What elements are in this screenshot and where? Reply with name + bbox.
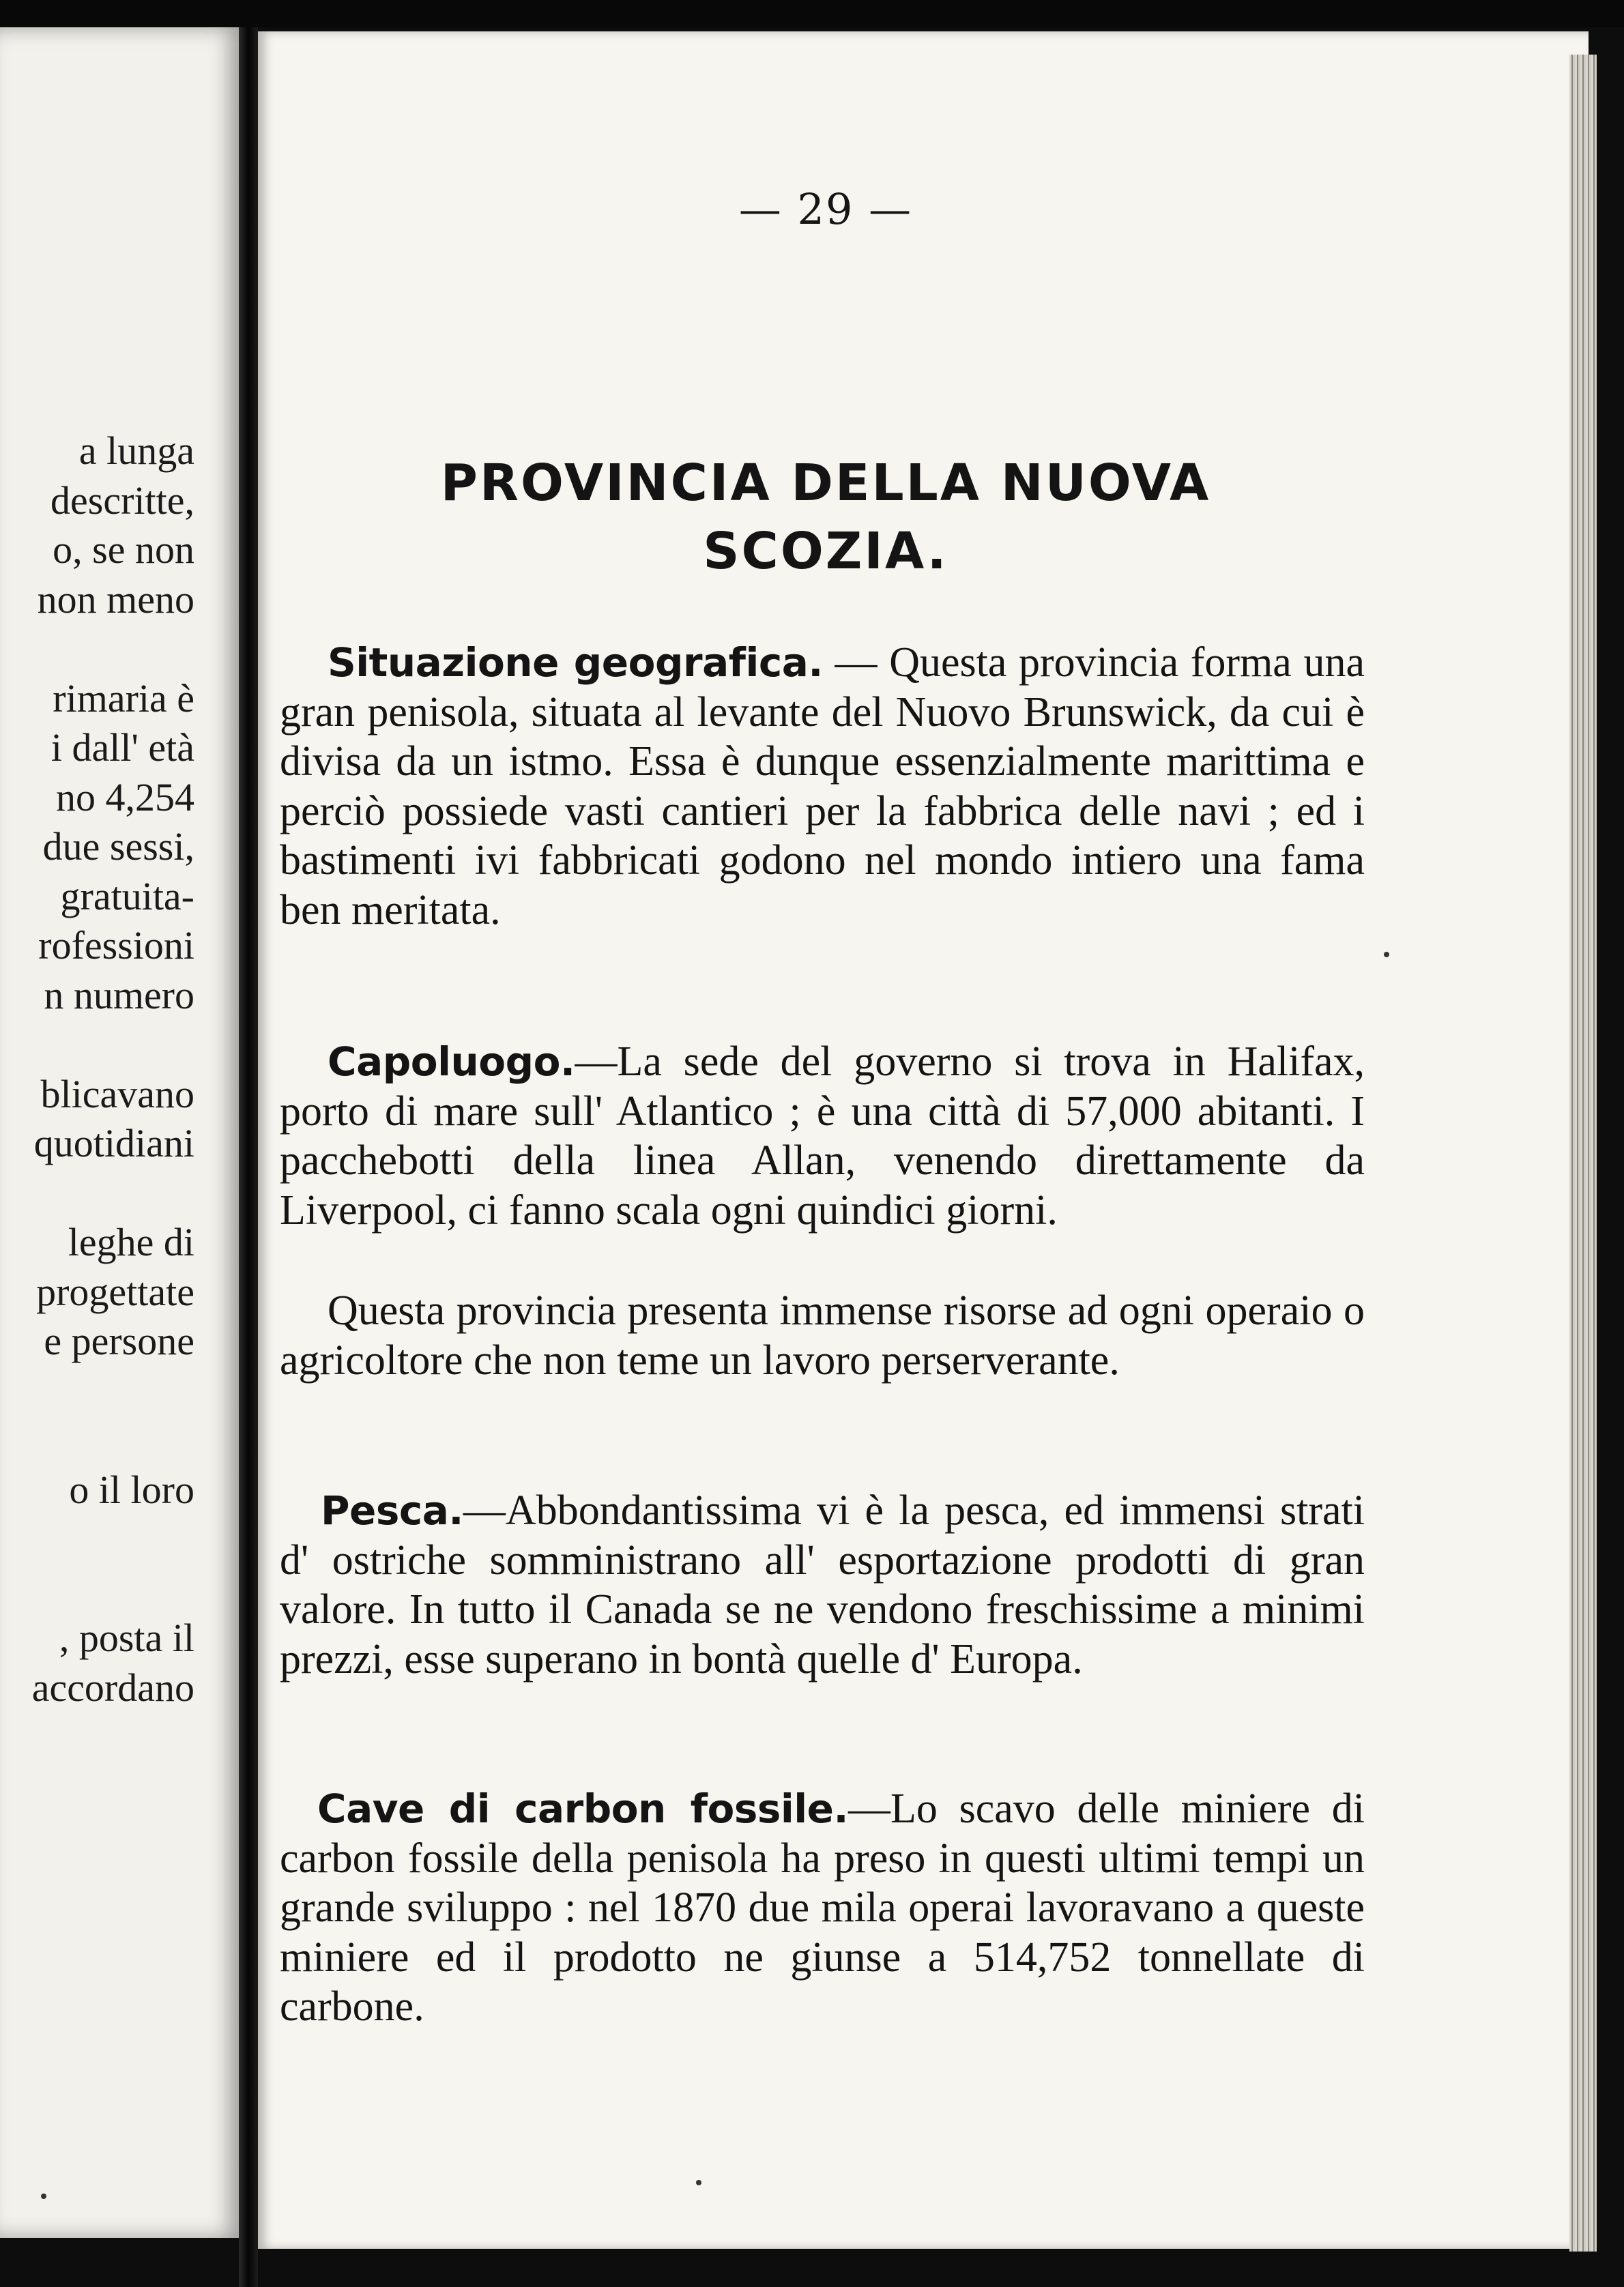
previous-page-line: i dall' età	[50, 725, 194, 770]
paragraph-text: —La sede del governo si trova in Halifax, porto di mare sull' Atlantico ; è una città di 57,000 abitanti. I pacchebotti della linea Allan, venendo direttamente da Liverpool, ci fanno scala ogni quindici giorni.	[280, 1038, 1365, 1234]
previous-page-line: progettate	[36, 1269, 194, 1314]
previous-page-line: rimaria è	[53, 675, 194, 720]
previous-page-line: accordano	[31, 1665, 194, 1710]
paragraph-text: Questa provincia presenta immense risorse ad ogni operaio o agricoltore che non teme un lavoro perserverante.	[280, 1287, 1365, 1384]
title-line-1: PROVINCIA DELLA NUOVA	[440, 454, 1211, 512]
ink-speck	[696, 2180, 701, 2185]
section-heading: Cave di carbon fossile.	[317, 1786, 849, 1832]
previous-page-line: n numero	[44, 972, 194, 1017]
previous-page-line: rofessioni	[38, 923, 194, 967]
previous-page-line: non meno	[37, 577, 194, 622]
section-heading: Pesca.	[321, 1487, 463, 1534]
previous-page-line: blicavano	[40, 1071, 194, 1116]
previous-page-line: descritte,	[50, 478, 194, 523]
section-heading: Capoluogo.	[328, 1038, 575, 1085]
title-line-2: SCOZIA.	[703, 522, 948, 581]
paragraph-capoluogo	[280, 1037, 1365, 1235]
page-number: — 29 —	[738, 184, 913, 234]
previous-page-line: quotidiani	[33, 1121, 194, 1165]
previous-page-line: o il loro	[69, 1467, 194, 1512]
previous-page-line: no 4,254	[56, 774, 194, 819]
page-edge-stack	[1569, 55, 1597, 2252]
previous-page-line: a lunga	[78, 428, 194, 473]
previous-page-line: e persone	[44, 1319, 194, 1363]
ink-speck	[1384, 952, 1389, 957]
scan-border-top	[0, 0, 1624, 27]
previous-page-line: due sessi,	[42, 824, 194, 869]
paragraph-pesca	[280, 1486, 1365, 1684]
book-gutter	[239, 27, 258, 2287]
paragraph-text: —Abbondantissima vi è la pesca, ed immensi strati d' ostriche somministrano all' esportazione prodotti di gran valore. In tutto il Canada se ne vendono freschissime a minimi prezzi, esse superano in bontà quelle d' Europa.	[280, 1487, 1365, 1683]
page-title	[321, 449, 1331, 585]
previous-page-fragment	[0, 27, 242, 2238]
paragraph-text: —Lo scavo delle miniere di carbon fossile della penisola ha preso in questi ultimi tempi un grande sviluppo : nel 1870 due mila operai lavoravano a queste miniere ed il prodotto ne giunse a 514,752 tonnellate di carbone.	[280, 1786, 1365, 2030]
paragraph-risorse	[280, 1286, 1365, 1385]
previous-page-line: o, se non	[53, 527, 194, 572]
ink-speck	[41, 2194, 46, 2199]
paragraph-situazione	[280, 638, 1365, 935]
previous-page-line: gratuita-	[60, 873, 194, 918]
section-heading: Situazione geografica.	[328, 639, 823, 686]
paragraph-text: — Questa provincia forma una gran penisola, situata al levante del Nuovo Brunswick, da cui è divisa da un istmo. Essa è dunque essenzialmente marittima e perciò possiede vasti cantieri per la fabbrica delle navi ; ed i bastimenti ivi fabbricati godono nel mondo intiero una fama ben meritata.	[280, 639, 1365, 933]
previous-page-line: , posta il	[59, 1616, 194, 1660]
paragraph-carbon-fossile	[280, 1784, 1365, 2032]
previous-page-line: leghe di	[68, 1220, 194, 1264]
previous-page-text	[0, 426, 194, 1713]
